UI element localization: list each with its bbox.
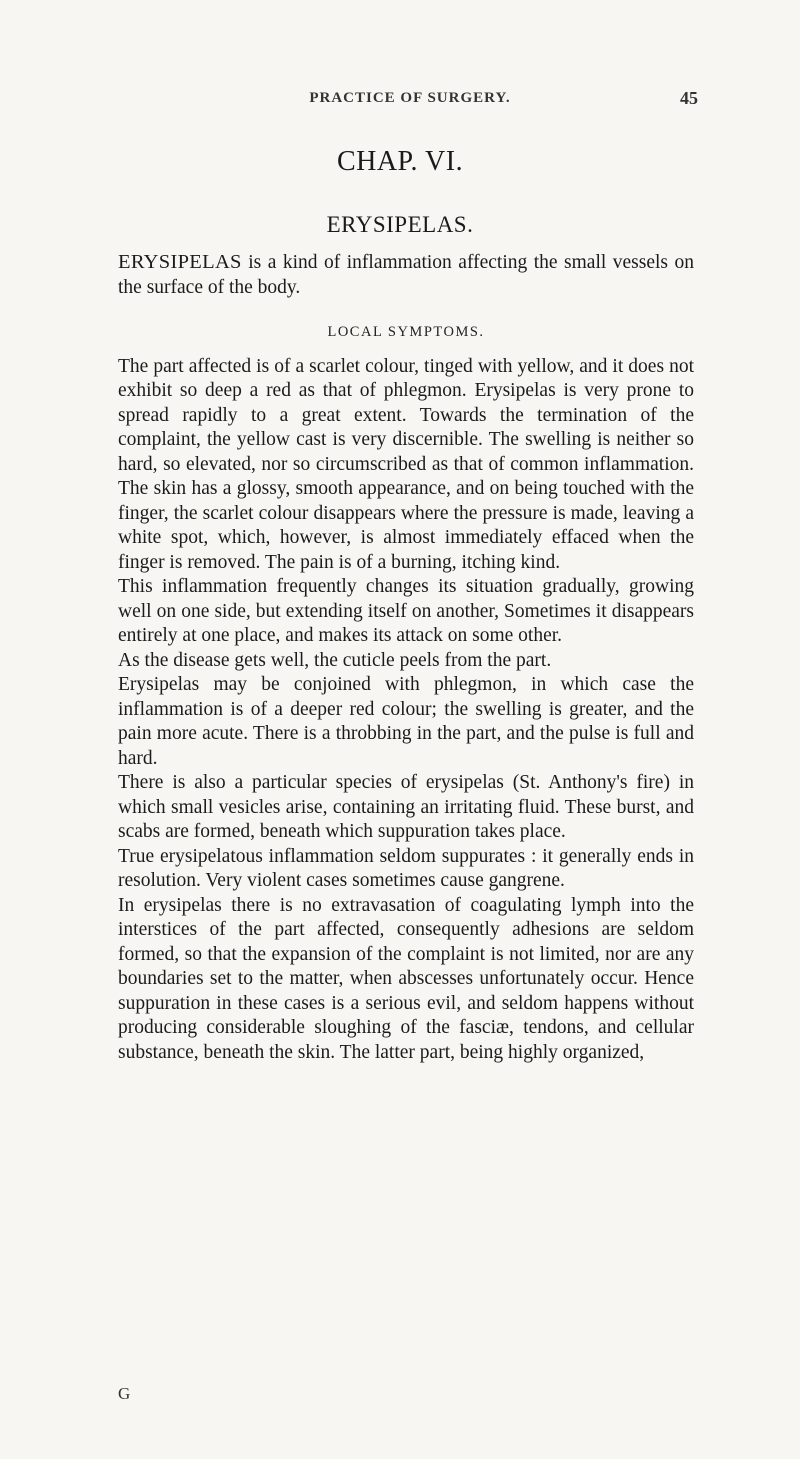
page-number: 45 — [680, 88, 698, 108]
running-head: PRACTICE OF SURGERY. — [309, 90, 511, 106]
paragraph: As the disease gets well, the cuticle peels from the part. — [118, 649, 552, 671]
signature-mark: G — [118, 1384, 131, 1403]
body-text — [118, 250, 694, 1065]
section-title: ERYSIPELAS. — [326, 212, 474, 237]
subheading-local-symptoms: LOCAL SYMPTOMS. — [327, 324, 485, 340]
paragraph: There is also a particular species of erysipelas (St. Anthony's fire) in which small vesicles arise, containing an irritating fluid. These burst, and scabs are formed, beneath which suppuration takes place. — [118, 772, 694, 842]
paragraph: Erysipelas may be conjoined with phlegmon, in which case the inflammation is of a deeper red colour; the swelling is greater, and the pain more acute. There is a throbbing in the part, and the pulse is full and hard. — [118, 674, 694, 769]
paragraph: In erysipelas there is no extravasation of coagulating lymph into the interstices of the part affected, consequently adhesions are seldom formed, so that the expansion of the complaint is not limited, nor are any boundaries set to the matter, when abscesses unfortunately occur. Hence suppuration in these cases is a serious evil, and seldom happens without producing considerable sloughing of the fasciæ, tendons, and cellular substance, beneath the skin. The latter part, being highly organized, — [118, 894, 694, 1063]
intro-lead-word: ERYSIPELAS — [118, 251, 242, 273]
paragraph: This inflammation frequently changes its situation gradually, growing well on one side, but extending itself on another, Sometimes it disappears entirely at one place, and makes its attack on some other. — [118, 576, 694, 646]
intro-paragraph — [118, 250, 694, 300]
chapter-title: CHAP. VI. — [336, 146, 464, 177]
paragraph: The part affected is of a scarlet colour, tinged with yellow, and it does not exhibit so deep a red as that of phlegmon. Erysipelas is very prone to spread rapidly to a great extent. Towards the termination of the complaint, the yellow cast is very discernible. The swelling is neither so hard, so elevated, nor so circumscribed as that of common inflammation. The skin has a glossy, smooth appearance, and on being touched with the finger, the scarlet colour disappears where the pressure is made, leaving a white spot, which, however, is almost immediately effaced when the finger is removed. The pain is of a burning, itching kind. — [118, 355, 694, 573]
intro-text: is a kind of inflammation affecting the small vessels on the surface of the body. — [118, 252, 694, 298]
paragraph: True erysipelatous inflammation seldom suppurates : it generally ends in resolution. Very violent cases sometimes cause gangrene. — [118, 845, 694, 891]
